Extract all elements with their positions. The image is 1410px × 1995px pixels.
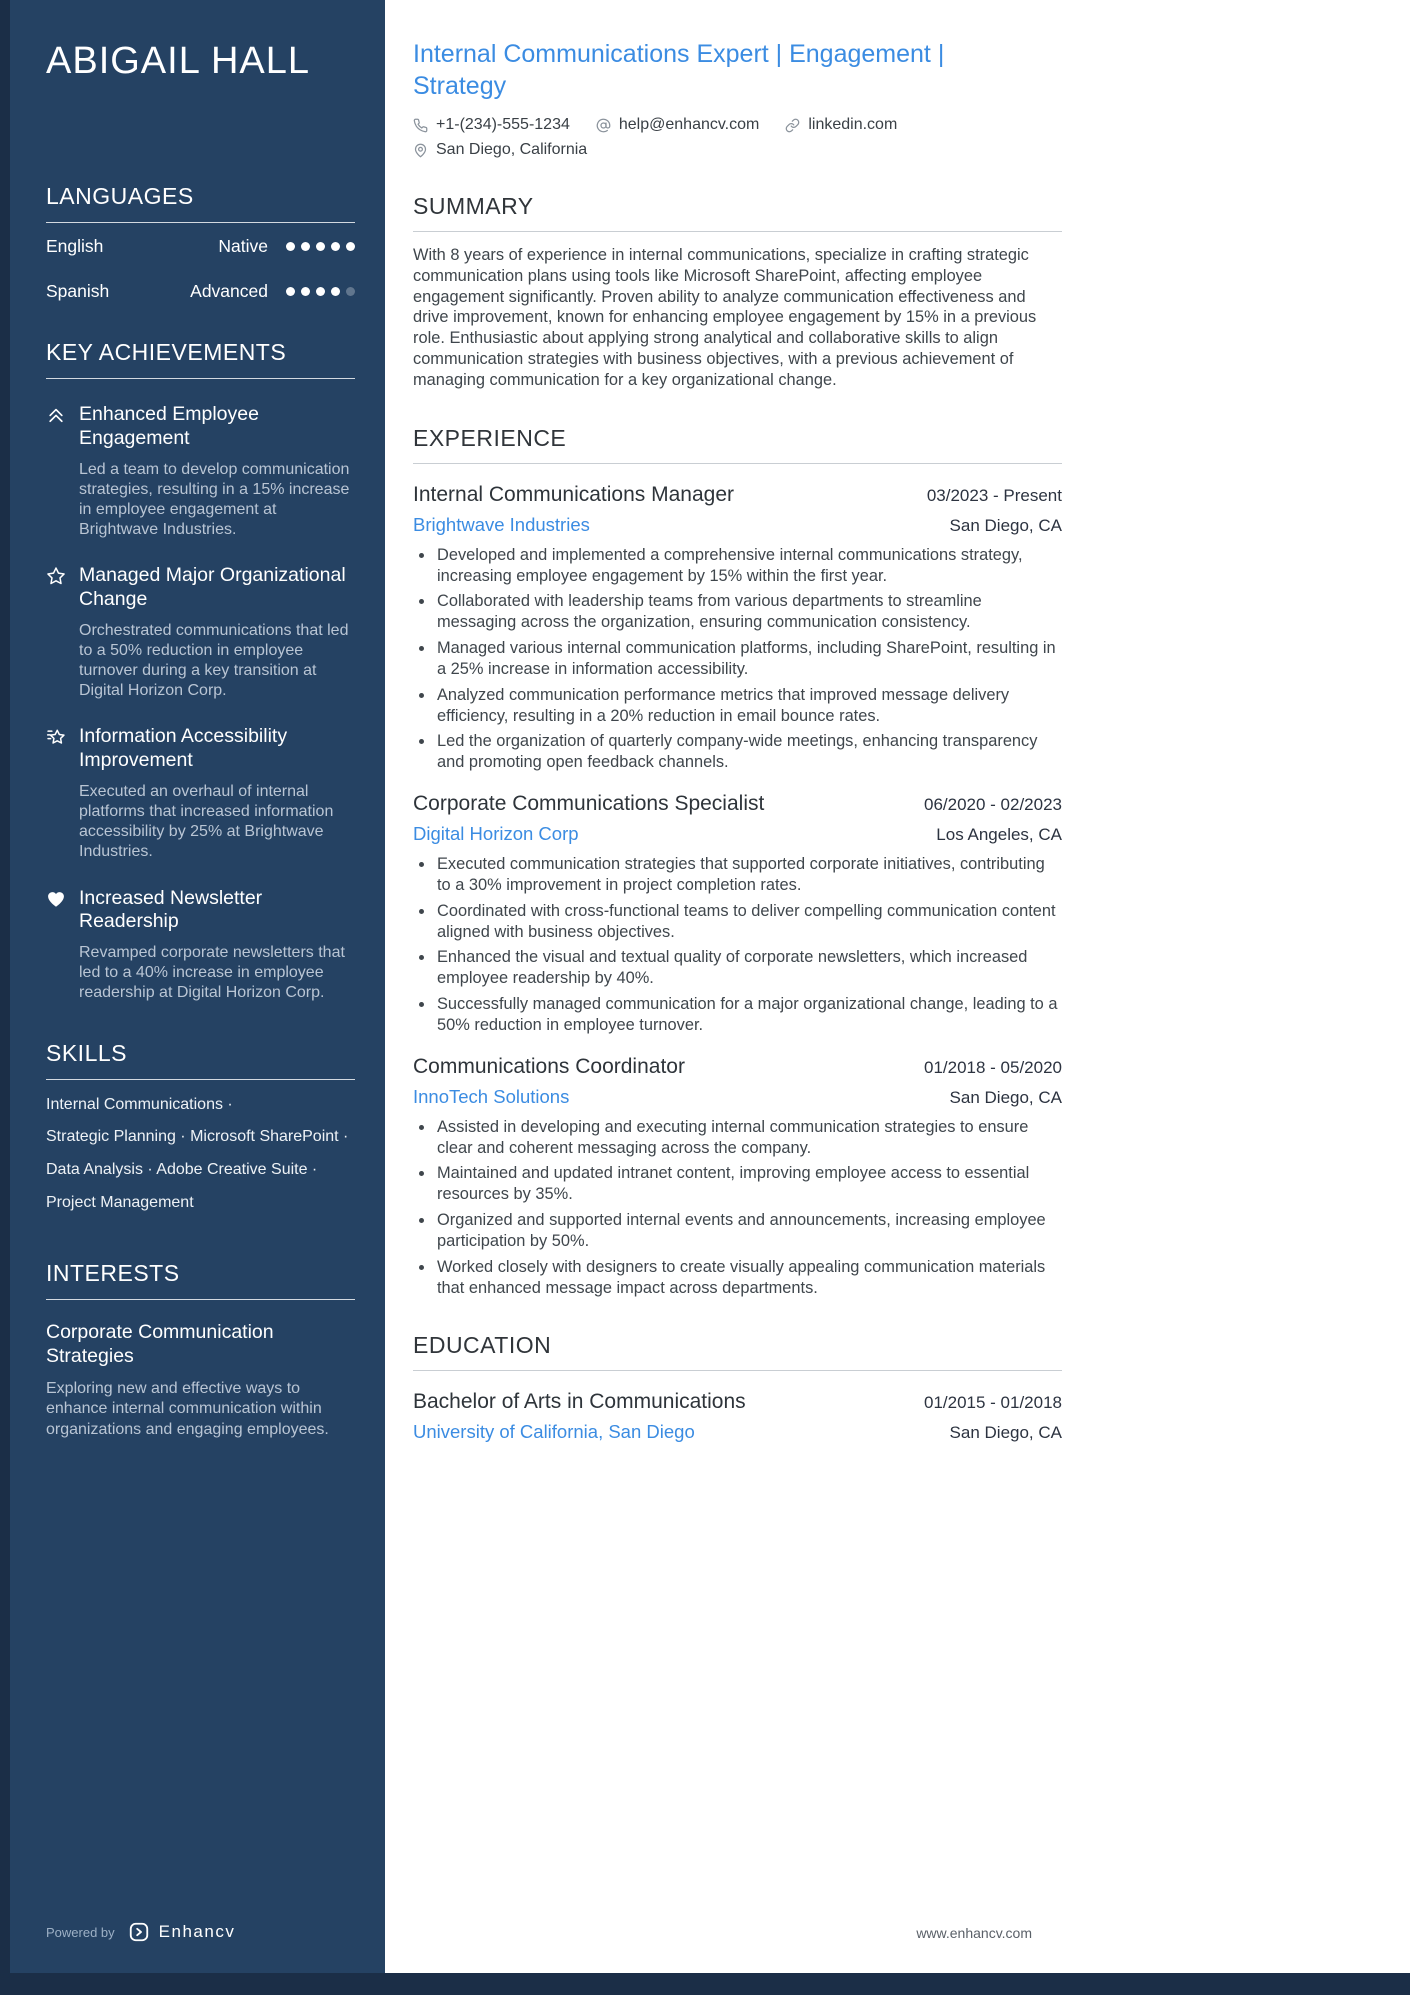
double-arrows-icon: [46, 403, 68, 540]
achievement-text: Executed an overhaul of internal platforms that increased information accessibility by 25% at Brightwave Industries.: [79, 782, 334, 861]
phone-contact[interactable]: [413, 116, 570, 134]
achievement-item: [46, 725, 355, 862]
achievement-text: Revamped corporate newsletters that led to a 40% increase in employee readership at Digital Horizon Corp.: [79, 944, 345, 1002]
job-bullet: • Collaborated with leadership teams from various departments to streamline messaging across the organization, ensuring communication consistency.: [435, 591, 1062, 633]
achievements-section: [46, 339, 355, 1004]
achievements-header: KEY ACHIEVEMENTS: [46, 339, 355, 379]
bottom-bar: [0, 1973, 1410, 1995]
school-name: University of California, San Diego: [413, 1421, 695, 1443]
job-header-row: [413, 792, 1062, 816]
achievement-body: [79, 564, 355, 701]
email-contact[interactable]: [596, 116, 759, 134]
location-pin-icon: [413, 143, 428, 158]
enhancv-url[interactable]: www.enhancv.com: [916, 1925, 1032, 1941]
language-level: Native: [218, 236, 268, 256]
job-title: Communications Coordinator: [413, 1054, 685, 1078]
location-text: San Diego, California: [436, 141, 588, 158]
languages-section: [46, 183, 355, 313]
job-bullet: • Worked closely with designers to create visually appealing communication materials that enhanced message impact across departments.: [435, 1257, 1062, 1299]
language-name: English: [46, 236, 104, 256]
job-dates: 06/2020 - 02/2023: [923, 795, 1062, 815]
achievement-body: [79, 725, 355, 862]
job-location: Los Angeles, CA: [936, 825, 1062, 845]
summary-header: SUMMARY: [413, 193, 1062, 232]
achievement-title: Information Accessibility Improvement: [79, 725, 288, 772]
job-subheader-row: [413, 514, 1062, 536]
sidebar: [0, 0, 385, 1995]
job-bullet: • Executed communication strategies that supported corporate initiatives, contributing to a 30% improvement in project completion rates.: [435, 854, 1062, 896]
language-name: Spanish: [46, 281, 110, 301]
job-entry: [413, 1055, 1062, 1299]
proficiency-dot: [316, 242, 325, 251]
interests-header: INTERESTS: [46, 1260, 355, 1300]
job-subheader-row: [413, 1086, 1062, 1108]
skill-item: Microsoft SharePoint ·: [190, 1128, 349, 1146]
skill-item: Adobe Creative Suite ·: [156, 1161, 318, 1179]
skills-list: [46, 1080, 355, 1220]
skill-item: Internal Communications ·: [46, 1095, 233, 1113]
languages-list: [46, 223, 355, 313]
jobs-list: [413, 483, 1062, 1299]
education-header: EDUCATION: [413, 1332, 1062, 1371]
contact-row-primary: [413, 116, 1062, 134]
achievement-body: [79, 403, 355, 540]
education-location: San Diego, CA: [949, 1423, 1062, 1443]
language-proficiency-dots: [286, 242, 355, 251]
education-entry: [413, 1390, 1062, 1443]
proficiency-dot: [331, 287, 340, 296]
skill-item: Data Analysis ·: [46, 1161, 153, 1179]
summary-section: [413, 193, 1062, 391]
skill-item: Project Management: [46, 1193, 194, 1211]
achievement-title: Enhanced Employee Engagement: [79, 403, 259, 449]
job-bullets: [413, 545, 1062, 773]
achievement-title: Managed Major Organizational Change: [79, 564, 346, 610]
job-bullet: • Developed and implemented a comprehensive internal communications strategy, increasing employee engagement by 15% within the first year.: [435, 545, 1062, 587]
language-row: [46, 268, 355, 313]
linkedin-url: linkedin.com: [808, 116, 898, 133]
job-bullet: • Managed various internal communication platforms, including SharePoint, resulting in a 25% increase in information accessibility.: [435, 638, 1062, 680]
powered-by-label: Powered by: [46, 1924, 115, 1940]
proficiency-dot: [301, 242, 310, 251]
language-proficiency-dots: [286, 287, 355, 296]
linkedin-contact[interactable]: [785, 116, 897, 134]
degree-title: Bachelor of Arts in Communications: [413, 1390, 746, 1414]
job-dates: 01/2018 - 05/2020: [923, 1057, 1062, 1077]
job-bullet: • Assisted in developing and executing internal communication strategies to ensure clear and coherent messaging across the company.: [435, 1117, 1062, 1159]
job-bullets: [413, 854, 1062, 1036]
proficiency-dot: [301, 287, 310, 296]
job-title: Corporate Communications Specialist: [413, 792, 765, 816]
achievement-item: [46, 564, 355, 701]
achievement-title: Increased Newsletter Readership: [79, 886, 263, 933]
job-subheader-row: [413, 823, 1062, 845]
job-bullet: • Coordinated with cross-functional teams to deliver compelling communication content aligned with business objectives.: [435, 901, 1062, 943]
proficiency-dot: [316, 287, 325, 296]
languages-header: LANGUAGES: [46, 183, 355, 223]
candidate-name: ABIGAIL HALL: [46, 40, 311, 82]
skills-section: [46, 1040, 355, 1220]
job-bullet: • Enhanced the visual and textual quality of corporate newsletters, which increased employee readership by 40%.: [435, 947, 1062, 989]
contact-info: [413, 116, 1062, 159]
sidebar-edge-strip: [0, 0, 10, 1995]
company-name: Digital Horizon Corp: [413, 823, 579, 845]
achievement-body: [79, 887, 355, 1004]
achievements-list: [46, 403, 355, 1004]
proficiency-dot: [286, 287, 295, 296]
job-location: San Diego, CA: [949, 1087, 1062, 1107]
company-name: Brightwave Industries: [413, 513, 590, 535]
education-dates: 01/2015 - 01/2018: [923, 1393, 1062, 1413]
star-icon: [46, 564, 68, 701]
at-sign-icon: [596, 118, 611, 133]
main-content: [385, 0, 1410, 1995]
email-address: help@enhancv.com: [618, 116, 760, 133]
headline: Internal Communications Expert | Engagement | Strategy: [413, 40, 945, 100]
location-contact: [413, 141, 587, 159]
proficiency-dot: [331, 242, 340, 251]
skills-header: SKILLS: [46, 1040, 355, 1080]
proficiency-dot: [346, 287, 355, 296]
sidebar-footer: [46, 1921, 235, 1943]
brand-name: Enhancv: [158, 1922, 236, 1941]
enhancv-logo-icon: [128, 1921, 150, 1943]
achievement-item: [46, 887, 355, 1004]
job-header-row: [413, 1055, 1062, 1079]
shooting-star-icon: [46, 725, 68, 862]
job-bullet: • Led the organization of quarterly company-wide meetings, enhancing transparency and promoting open feedback channels.: [435, 731, 1062, 773]
job-bullet: • Analyzed communication performance metrics that improved message delivery efficiency, resulting in a 20% reduction in email bounce rates.: [435, 685, 1062, 727]
job-bullets: [413, 1117, 1062, 1299]
phone-number: +1-(234)-555-1234: [436, 116, 570, 133]
link-icon: [785, 118, 800, 133]
interest-text: Exploring new and effective ways to enhance internal communication within organizations and engaging employees.: [46, 1379, 329, 1439]
company-name: InnoTech Solutions: [413, 1085, 570, 1107]
heart-icon: [46, 887, 68, 1004]
language-level: Advanced: [190, 281, 268, 301]
job-bullet: • Successfully managed communication for a major organizational change, leading to a 50% reduction in employee turnover.: [435, 994, 1062, 1036]
proficiency-dot: [286, 242, 295, 251]
achievement-item: [46, 403, 355, 540]
summary-text: With 8 years of experience in internal communications, specialize in crafting strategic communication plans using tools like Microsoft SharePoint, affecting employee engagement significantly. Proven ability to analyze communication effectiveness and drive improvement, known for enhancing employee engagement by 15% in a previous role. Enthusiastic about applying strong analytical and collaborative skills to align communication strategies with business objectives, with a previous achievement of managing communication for a key organizational change.: [413, 246, 1037, 389]
job-bullet: • Organized and supported internal events and announcements, increasing employee participation by 50%.: [435, 1210, 1062, 1252]
job-title: Internal Communications Manager: [413, 482, 734, 506]
job-dates: 03/2023 - Present: [926, 485, 1062, 505]
achievement-text: Led a team to develop communication strategies, resulting in a 15% increase in employee engagement at Brightwave Industries.: [79, 460, 350, 539]
experience-section: [413, 425, 1062, 1299]
job-entry: [413, 483, 1062, 773]
education-section: [413, 1332, 1062, 1443]
job-bullet: • Maintained and updated intranet content, improving employee access to essential resources by 35%.: [435, 1163, 1062, 1205]
contact-row-secondary: [413, 141, 1062, 159]
job-header-row: [413, 483, 1062, 507]
job-location: San Diego, CA: [949, 515, 1062, 535]
interests-section: [46, 1260, 355, 1441]
proficiency-dot: [346, 242, 355, 251]
experience-header: EXPERIENCE: [413, 425, 1062, 464]
achievement-text: Orchestrated communications that led to a 50% reduction in employee turnover during a key transition at Digital Horizon Corp.: [79, 621, 349, 700]
skill-item: Strategic Planning ·: [46, 1128, 186, 1146]
job-entry: [413, 792, 1062, 1036]
interest-title: Corporate Communication Strategies: [46, 1320, 274, 1368]
phone-icon: [413, 118, 428, 133]
language-row: [46, 223, 355, 268]
